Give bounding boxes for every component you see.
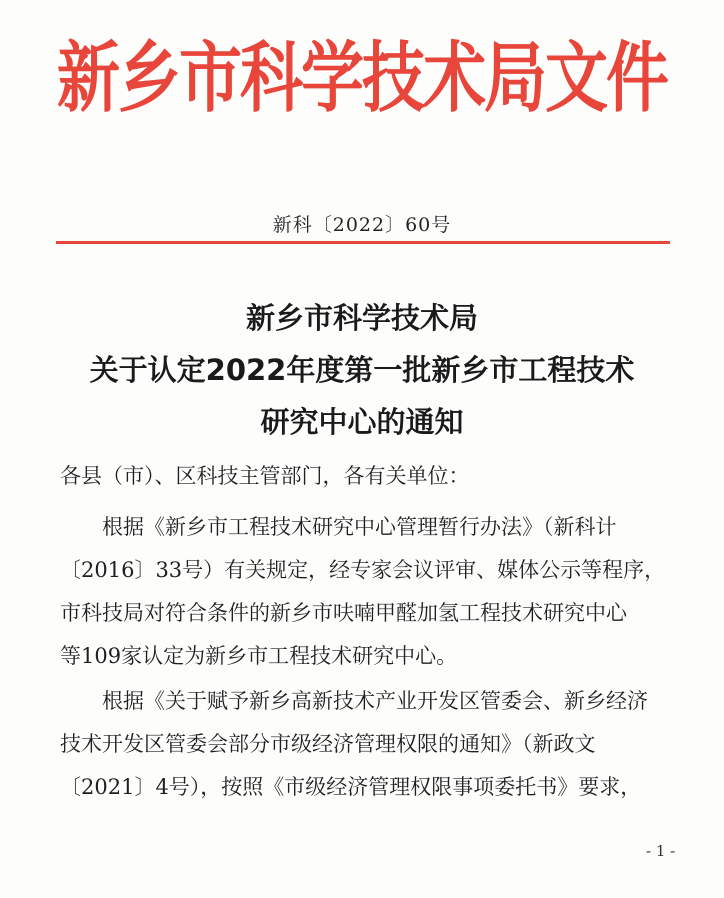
paragraph-2-line-2: 技术开发区管委会部分市级经济管理权限的通知》（新政文 <box>60 732 596 756</box>
red-separator-line <box>56 241 670 244</box>
paragraph-1-line-1: 根据《新乡市工程技术研究中心管理暂行办法》（新科计 <box>60 515 617 539</box>
masthead-title: 新乡市科学技术局文件 <box>57 32 667 123</box>
salutation: 各县（市）、区科技主管部门，各有关单位： <box>60 464 470 488</box>
paragraph-2-line-3: 〔2021〕4号），按照《市级经济管理权限事项委托书》要求， <box>60 775 642 799</box>
notice-title-line-1: 新乡市科学技术局 <box>245 301 478 335</box>
paragraph-1-line-3: 市科技局对符合条件的新乡市呋喃甲醛加氢工程技术研究中心 <box>60 601 627 625</box>
page-number: - 1 - <box>646 842 676 860</box>
notice-title-line-2: 关于认定2022年度第一批新乡市工程技术 <box>89 353 635 387</box>
document-number: 新科〔2022〕60号 <box>272 214 452 236</box>
notice-title-line-3: 研究中心的通知 <box>260 405 464 439</box>
paragraph-2-line-1: 根据《关于赋予新乡高新技术产业开发区管委会、新乡经济 <box>60 689 648 713</box>
paragraph-1-line-2: 〔2016〕33号）有关规定，经专家会议评审、媒体公示等程序， <box>60 558 666 582</box>
paragraph-1-line-4: 等109家认定为新乡市工程技术研究中心。 <box>60 644 458 668</box>
